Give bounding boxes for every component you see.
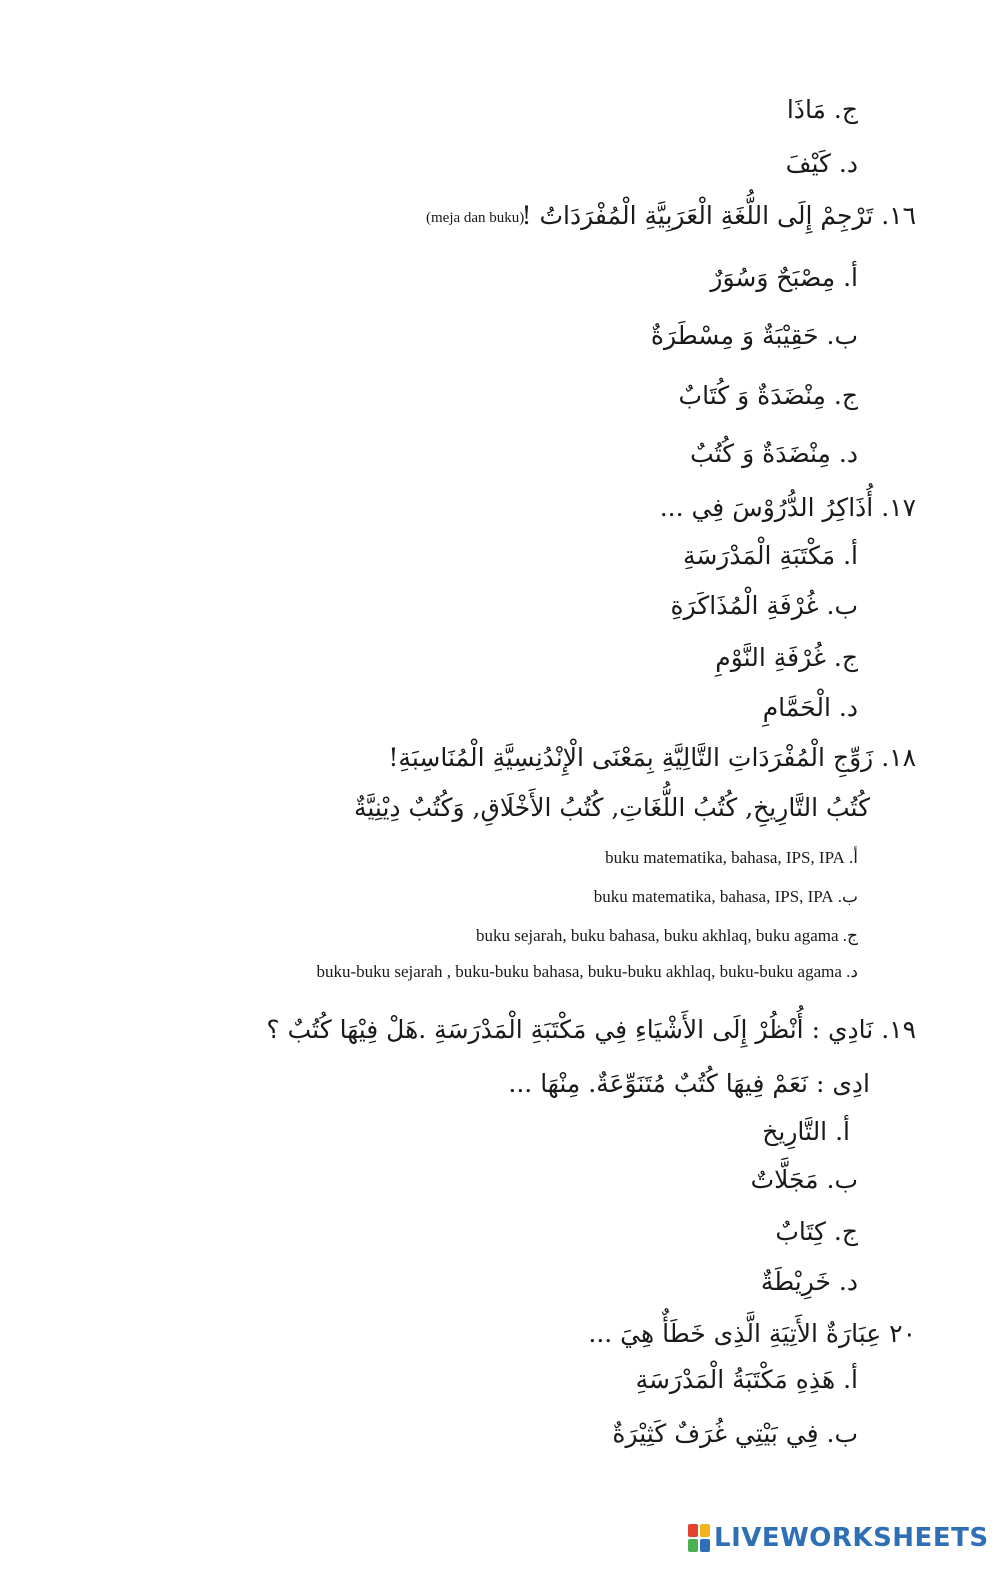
option-letter: ب. — [837, 887, 858, 906]
q18-option-a[interactable] — [605, 846, 858, 870]
option-text: مَكْتَبَةِ الْمَدْرَسَةِ — [682, 541, 836, 570]
speaker-name: ادِى : — [815, 1069, 870, 1098]
option-letter: د. — [838, 1267, 858, 1296]
question-number: ١٩. — [881, 1015, 916, 1044]
option-letter: ج. — [833, 95, 858, 124]
q17-option-d[interactable] — [763, 690, 858, 726]
option-letter: د. — [838, 693, 858, 722]
q20-option-b[interactable] — [612, 1416, 858, 1452]
dialogue-text: أُنْظُرْ إِلَى الأَشْيَاءِ فِي مَكْتَبَةِ الْمَدْرَسَةِ .هَلْ فِيْهَا كُتُبٌ ؟ — [266, 1015, 804, 1044]
option-text: مَجَلَّاتٌ — [750, 1165, 819, 1194]
q19-dialogue-line-2 — [508, 1066, 870, 1102]
option-letter: ب. — [826, 1165, 858, 1194]
option-text: buku matematika, bahasa, IPS, IPA — [593, 887, 834, 906]
q18-option-c[interactable] — [476, 924, 858, 948]
option-letter: ب. — [826, 1419, 858, 1448]
question-text: تَرْجِمْ إِلَى اللُّغَةِ الْعَرَبِيَّةِ الْمُفْرَدَاتُ ! — [521, 201, 874, 230]
q15-option-c — [787, 92, 858, 128]
q17-option-a[interactable] — [683, 538, 858, 574]
option-letter: أ. — [843, 1365, 858, 1394]
q16-option-a[interactable] — [710, 260, 858, 296]
option-text: فِي بَيْتِي غُرَفٌ كَثِيْرَةٌ — [612, 1419, 819, 1448]
q17-question — [660, 490, 916, 526]
q18-question — [388, 740, 916, 776]
option-letter: أ. — [835, 1117, 850, 1146]
q16-option-c[interactable] — [679, 378, 858, 414]
option-text: مِنْضَدَةٌ وَ كُتُبٌ — [690, 439, 831, 468]
question-number: ١٧. — [881, 493, 916, 522]
logo-text: LIVEWORKSHEETS — [714, 1523, 989, 1553]
q19-dialogue-line-1 — [266, 1012, 916, 1048]
option-text: كَيْفَ — [785, 149, 831, 178]
option-text: buku sejarah, buku bahasa, buku akhlaq, buku agama — [475, 926, 839, 945]
question-number: ٢٠ — [889, 1319, 916, 1348]
option-letter: ج. — [842, 926, 858, 945]
option-letter: ج. — [833, 1217, 858, 1246]
option-text: هَذِهِ مَكْتَبَةُ الْمَدْرَسَةِ — [635, 1365, 836, 1394]
option-text: مَاذَا — [786, 95, 826, 124]
q18-option-b[interactable] — [594, 885, 858, 909]
option-text: كِتَابٌ — [775, 1217, 826, 1246]
option-letter: د. — [838, 149, 858, 178]
question-number: ١٦. — [881, 201, 916, 230]
option-letter: د. — [838, 439, 858, 468]
option-letter: أ. — [849, 848, 858, 867]
q19-option-d[interactable] — [761, 1264, 858, 1300]
option-text: خَرِيْطَةٌ — [760, 1267, 831, 1296]
option-text: مِصْبَحٌ وَسُوَرٌ — [710, 263, 836, 292]
option-text: التَّارِيخ — [762, 1117, 828, 1146]
option-text: الْحَمَّامِ — [762, 693, 831, 722]
option-letter: أ. — [843, 541, 858, 570]
q20-question — [588, 1316, 916, 1352]
option-text: buku matematika, bahasa, IPS, IPA — [605, 848, 845, 867]
q15-option-d — [786, 146, 858, 182]
q16-question — [522, 198, 917, 234]
q20-option-a[interactable] — [636, 1362, 858, 1398]
q16-option-d[interactable] — [690, 436, 858, 472]
q19-option-a[interactable] — [762, 1114, 850, 1150]
option-letter: أ. — [843, 263, 858, 292]
liveworksheets-logo-icon — [688, 1524, 710, 1552]
speaker-name: نَادِي : — [811, 1015, 874, 1044]
option-text: حَقِيْبَةٌ وَ مِسْطَرَةٌ — [650, 321, 819, 350]
q16-option-b[interactable] — [651, 318, 858, 354]
liveworksheets-logo — [688, 1523, 989, 1553]
q18-option-d[interactable] — [316, 960, 858, 984]
option-text: مِنْضَدَةٌ وَ كُتَابٌ — [678, 381, 826, 410]
option-letter: ب. — [826, 321, 858, 350]
option-letter: ج. — [833, 381, 858, 410]
option-letter: ب. — [826, 591, 858, 620]
q16-hint: (meja dan buku) — [426, 210, 525, 226]
question-text: زَوِّجِ الْمُفْرَدَاتِ التَّالِيَّةِ بِمَعْنَى الْإِنْدُنِسِيَّةِ الْمُنَاسِبَةِ! — [388, 743, 874, 772]
q19-option-b[interactable] — [751, 1162, 858, 1198]
q17-option-b[interactable] — [671, 588, 858, 624]
q18-prompt: كُتُبُ التَّارِيخِ, كُتُبُ اللُّغَاتِ, كُتُبُ الأَخْلَاقِ, وَكُتُبٌ دِيْنِيَّةٌ — [353, 793, 870, 822]
q19-option-c[interactable] — [775, 1214, 858, 1250]
option-letter: ج. — [833, 643, 858, 672]
question-number: ١٨. — [881, 743, 916, 772]
q17-option-c[interactable] — [715, 640, 858, 676]
option-text: غُرْفَةِ الْمُذَاكَرَةِ — [670, 591, 819, 620]
question-text: أُذَاكِرُ الدُّرُوْسَ فِي ... — [659, 493, 874, 522]
dialogue-text: نَعَمْ فِيهَا كُتُبٌ مُتَنَوِّعَةٌ. مِنْهَا ... — [508, 1069, 809, 1098]
option-text: buku-buku sejarah , buku-buku bahasa, buku-buku akhlaq, buku-buku agama — [316, 962, 842, 981]
option-letter: د. — [846, 962, 858, 981]
question-text: عِبَارَةٌ الأَتِيَةِ الَّذِى خَطَأٌ هِيَ ... — [588, 1319, 882, 1348]
option-text: غُرْفَةِ النَّوْمِ — [715, 643, 826, 672]
